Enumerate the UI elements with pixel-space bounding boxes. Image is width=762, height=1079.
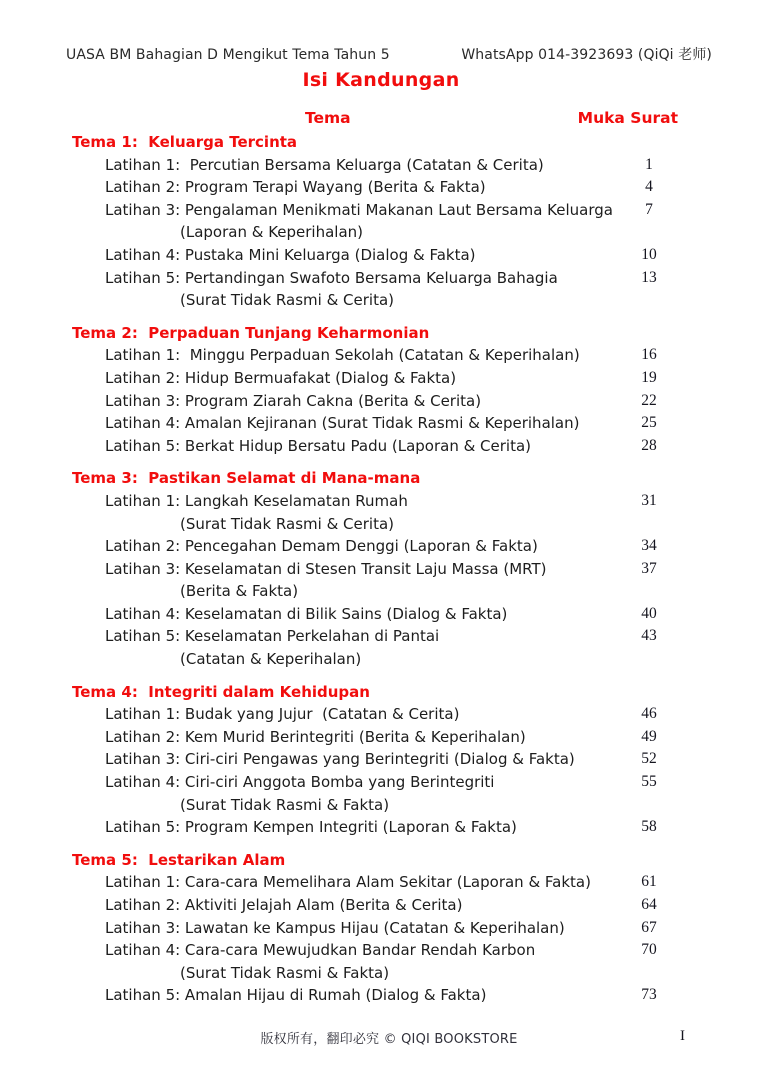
toc-entry-page-number: 1 [645,155,653,173]
toc-entry [66,726,694,749]
toc-entry-page-number: 73 [641,986,657,1004]
toc-entry-title: Latihan 5: Keselamatan Perkelahan di Pantai [105,627,440,646]
column-header-tema: Tema [305,109,351,127]
toc-entry [66,603,694,626]
toc-list [66,131,694,1007]
toc-entry-page-number: 28 [641,436,657,454]
toc-entry-page-number: 4 [645,178,653,196]
toc-entry-continuation: (Catatan & Keperihalan) [180,650,362,669]
toc-entry-page-number: 34 [641,537,657,555]
toc-entry-title: Latihan 2: Kem Murid Berintegriti (Berita & Keperihalan) [105,727,526,746]
toc-entry [66,748,694,771]
toc-theme-section [66,681,694,839]
toc-entry-title: Latihan 2: Aktiviti Jelajah Alam (Berita & Cerita) [105,896,463,914]
toc-entry [66,625,694,648]
toc-entry-page-number: 46 [641,705,657,723]
toc-entry [66,917,694,940]
toc-theme-section [66,131,694,312]
toc-entry-page-number: 19 [641,368,657,386]
header-left-text: UASA BM Bahagian D Mengikut Tema Tahun 5 [66,47,390,63]
toc-entry-title: Latihan 3: Ciri-ciri Pengawas yang Berintegriti (Dialog & Fakta) [105,750,575,769]
toc-entry [66,367,694,390]
toc-entry [66,244,694,267]
toc-entry-title: Latihan 3: Pengalaman Menikmati Makanan Laut Bersama Keluarga [105,200,613,219]
toc-entry-page-number: 31 [641,491,657,509]
toc-entry-title: Latihan 1: Budak yang Jujur (Catatan & Cerita) [105,705,460,724]
toc-entry-page-number: 10 [641,245,657,263]
toc-entry-title: Latihan 4: Ciri-ciri Anggota Bomba yang Berintegriti [105,773,495,792]
toc-entry [66,490,694,513]
footer-copyright: 版权所有，翻印必究 © QIQI BOOKSTORE [260,1032,518,1047]
toc-entry-page-number: 22 [641,391,657,409]
toc-entry [66,344,694,367]
column-headers [66,109,686,127]
toc-entry-continuation: (Laporan & Keperihalan) [180,223,364,242]
toc-entry [66,154,694,177]
toc-entry [66,871,694,894]
toc-entry-title: Latihan 4: Cara-cara Mewujudkan Bandar Rendah Karbon [105,941,536,960]
toc-entry-continuation: (Surat Tidak Rasmi & Cerita) [180,291,394,310]
toc-entry [66,939,694,962]
toc-entry-page-number: 16 [641,346,657,364]
toc-entry-title: Latihan 2: Pencegahan Demam Denggi (Laporan & Fakta) [105,537,538,556]
toc-entry-title: Latihan 3: Lawatan ke Kampus Hijau (Catatan & Keperihalan) [105,918,565,937]
toc-entry-title: Latihan 5: Amalan Hijau di Rumah (Dialog & Fakta) [105,986,487,1005]
toc-entry-title: Latihan 5: Berkat Hidup Bersatu Padu (Laporan & Cerita) [105,436,532,455]
toc-entry-title: Latihan 4: Keselamatan di Bilik Sains (Dialog & Fakta) [105,604,508,623]
toc-entry-title: Latihan 1: Minggu Perpaduan Sekolah (Catatan & Keperihalan) [105,346,580,365]
toc-entry [66,984,694,1007]
toc-entry [66,267,694,290]
toc-entry-continuation: (Surat Tidak Rasmi & Cerita) [180,514,394,533]
toc-entry-page-number: 13 [641,268,657,286]
toc-entry-title: Latihan 1: Cara-cara Memelihara Alam Sekitar (Laporan & Fakta) [105,873,591,892]
document-header [66,44,712,64]
toc-entry-page-number: 25 [641,414,657,432]
toc-entry-page-number: 49 [641,727,657,745]
header-right-text: WhatsApp 014-3923693 (QiQi 老师) [461,47,712,63]
theme-heading: Tema 4: Integriti dalam Kehidupan [72,682,370,701]
toc-entry-title: Latihan 2: Hidup Bermuafakat (Dialog & Fakta) [105,368,457,387]
toc-entry-continuation: (Surat Tidak Rasmi & Fakta) [180,795,390,814]
toc-theme-section [66,467,694,670]
toc-entry-title: Latihan 5: Program Kempen Integriti (Laporan & Fakta) [105,818,517,837]
toc-entry-title: Latihan 4: Pustaka Mini Keluarga (Dialog & Fakta) [105,245,476,264]
toc-entry-page-number: 64 [641,896,657,913]
theme-heading: Tema 5: Lestarikan Alam [72,850,286,869]
toc-entry-page-number: 43 [641,627,657,645]
toc-entry [66,412,694,435]
toc-entry-page-number: 52 [641,750,657,768]
toc-entry [66,558,694,581]
toc-entry-page-number: 40 [641,604,657,622]
toc-entry-page-number: 70 [641,941,657,959]
toc-entry-page-number: 7 [645,200,653,218]
column-header-muka-surat: Muka Surat [577,109,678,127]
toc-entry [66,199,694,222]
toc-entry-page-number: 55 [641,773,657,791]
toc-entry-title: Latihan 2: Program Terapi Wayang (Berita & Fakta) [105,178,486,197]
theme-heading: Tema 2: Perpaduan Tunjang Keharmonian [72,323,430,342]
footer-page-number: I [680,1028,685,1044]
toc-entry [66,771,694,794]
toc-entry [66,176,694,199]
toc-entry [66,894,694,917]
theme-heading: Tema 1: Keluarga Tercinta [72,133,298,151]
page-title: Isi Kandungan [302,69,460,91]
toc-entry [66,535,694,558]
toc-entry-continuation: (Surat Tidak Rasmi & Fakta) [180,963,390,982]
theme-heading: Tema 3: Pastikan Selamat di Mana-mana [72,469,421,488]
toc-theme-section [66,849,694,1007]
toc-theme-section [66,322,694,458]
toc-entry-page-number: 61 [641,873,657,891]
toc-entry-page-number: 58 [641,818,657,836]
toc-entry-page-number: 67 [641,918,657,936]
toc-entry-title: Latihan 3: Program Ziarah Cakna (Berita & Cerita) [105,391,482,410]
toc-entry-title: Latihan 1: Langkah Keselamatan Rumah [105,491,408,510]
toc-entry-title: Latihan 5: Pertandingan Swafoto Bersama Keluarga Bahagia [105,268,558,287]
toc-entry-title: Latihan 3: Keselamatan di Stesen Transit Laju Massa (MRT) [105,559,547,578]
toc-entry [66,703,694,726]
toc-entry-continuation: (Berita & Fakta) [180,582,299,601]
toc-entry-title: Latihan 1: Percutian Bersama Keluarga (Catatan & Cerita) [105,155,544,174]
toc-entry [66,390,694,413]
toc-entry [66,435,694,458]
toc-entry [66,816,694,839]
toc-entry-page-number: 37 [641,559,657,577]
toc-entry-title: Latihan 4: Amalan Kejiranan (Surat Tidak Rasmi & Keperihalan) [105,414,580,433]
